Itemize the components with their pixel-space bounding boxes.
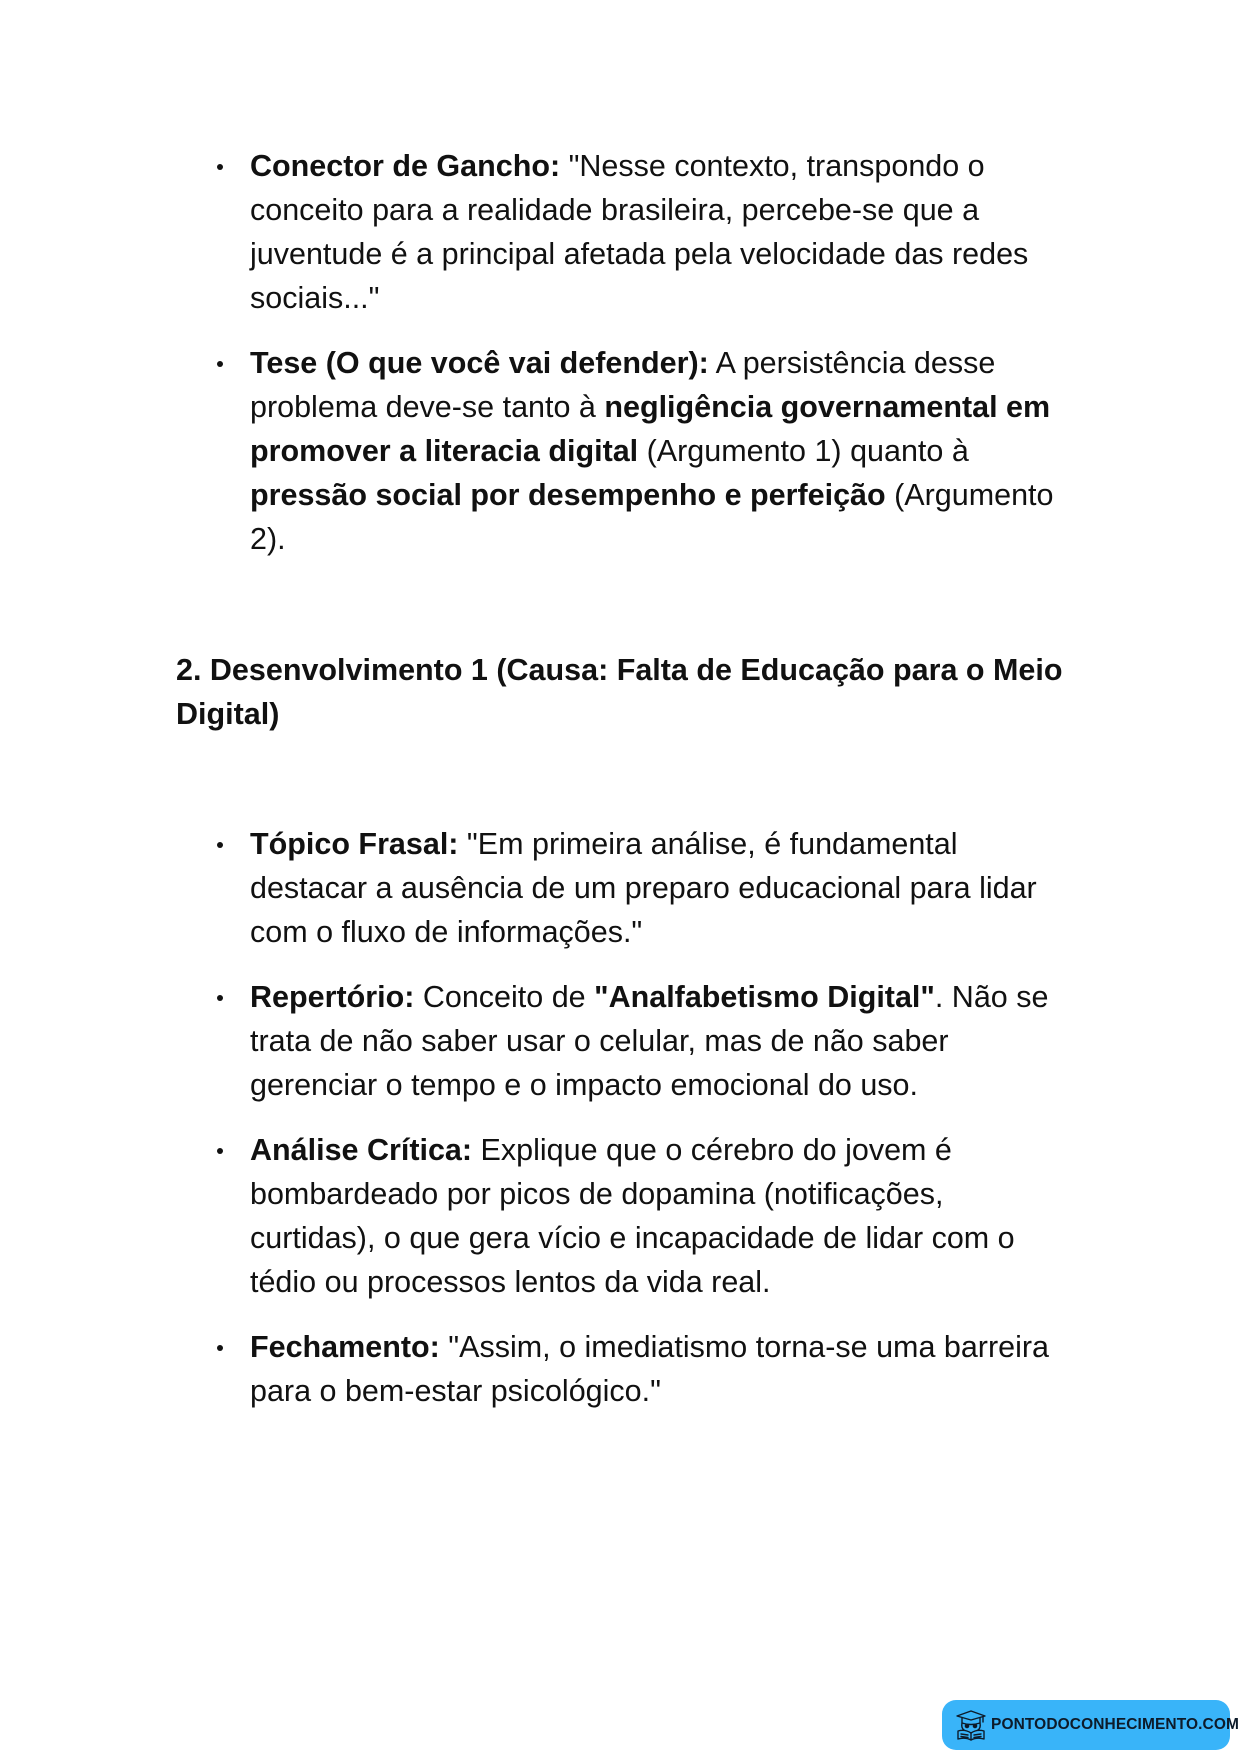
item-label: Repertório: [250, 980, 415, 1014]
item-label: Tese (O que você vai defender): [250, 346, 709, 380]
item-label: Conector de Gancho: [250, 149, 561, 183]
list-item-conector-de-gancho [206, 144, 1066, 320]
item-text: . Não se trata de não saber usar o celular, mas de não saber gerenciar o tempo e o impacto emocional do uso. [250, 980, 1049, 1102]
bullet-icon [217, 361, 223, 367]
item-text: "Nesse contexto, transpondo o conceito para a realidade brasileira, percebe-se que a juventude é a principal afetada pela velocidade das redes sociais..." [250, 149, 1029, 315]
bullet-icon [217, 1148, 223, 1154]
intro-bullet-list [206, 144, 1066, 561]
list-item-topico-frasal [206, 822, 1066, 954]
item-text: (Argumento 1) quanto à [638, 434, 969, 468]
site-url-label[interactable]: PONTODOCONHECIMENTO.COM [991, 1716, 1240, 1733]
item-label: Fechamento: [250, 1330, 440, 1364]
item-label: Análise Crítica: [250, 1133, 473, 1167]
bullet-icon [217, 842, 223, 848]
item-emphasis: pressão social por desempenho e perfeição [250, 478, 886, 512]
item-text: "Assim, o imediatismo torna-se uma barreira para o bem-estar psicológico." [250, 1330, 1049, 1408]
list-item-analise-critica [206, 1128, 1066, 1304]
item-emphasis: "Analfabetismo Digital" [594, 980, 935, 1014]
item-text: A persistência desse problema deve-se tanto à [250, 346, 996, 424]
item-text: (Argumento 2). [250, 478, 1054, 556]
bullet-icon [217, 995, 223, 1001]
item-emphasis: negligência governamental em promover a literacia digital [250, 390, 1051, 468]
site-watermark-badge[interactable] [942, 1700, 1240, 1750]
section-heading: 2. Desenvolvimento 1 (Causa: Falta de Educação para o Meio Digital) [176, 653, 1063, 731]
item-text: Explique que o cérebro do jovem é bombardeado por picos de dopamina (notificações, curtidas), o que gera vício e incapacidade de lidar com o tédio ou processos lentos da vida real. [250, 1133, 1015, 1299]
bullet-icon [217, 164, 223, 170]
list-item-fechamento [206, 1325, 1066, 1413]
item-text: "Em primeira análise, é fundamental destacar a ausência de um preparo educacional para lidar com o fluxo de informações." [250, 827, 1037, 949]
list-item-repertorio [206, 975, 1066, 1107]
item-label: Tópico Frasal: [250, 827, 459, 861]
development-bullet-list [206, 822, 1066, 1413]
bullet-icon [217, 1345, 223, 1351]
item-text: Conceito de [414, 980, 595, 1014]
graduation-cap-reader-icon [954, 1708, 988, 1742]
list-item-tese [206, 341, 1066, 561]
